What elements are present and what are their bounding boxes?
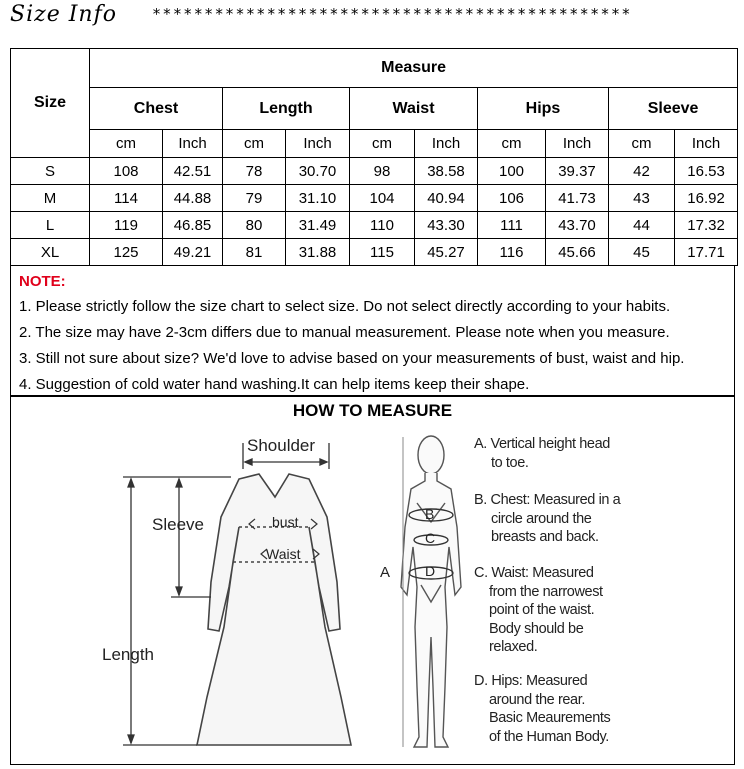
value-cell: 108 xyxy=(90,158,163,185)
value-cell: 17.71 xyxy=(675,239,738,266)
table-row xyxy=(11,212,738,239)
how-to-measure-title: HOW TO MEASURE xyxy=(292,401,453,420)
header xyxy=(10,0,740,34)
value-cell: 46.85 xyxy=(163,212,223,239)
value-cell: 45.27 xyxy=(415,239,478,266)
group-header: Length xyxy=(223,88,350,130)
value-cell: 49.21 xyxy=(163,239,223,266)
value-cell: 43.30 xyxy=(415,212,478,239)
unit-header: Inch xyxy=(415,130,478,158)
value-cell: 114 xyxy=(90,185,163,212)
note-line: 1. Please strictly follow the size chart to select size. Do not select directly according to your habits. xyxy=(19,298,671,315)
unit-header: cm xyxy=(90,130,163,158)
value-cell: 43.70 xyxy=(546,212,609,239)
value-cell: 16.53 xyxy=(675,158,738,185)
body-letter-b: B xyxy=(425,506,435,522)
unit-header: cm xyxy=(609,130,675,158)
table-row xyxy=(11,185,738,212)
value-cell: 119 xyxy=(90,212,163,239)
sleeve-label: Sleeve xyxy=(152,515,204,534)
unit-header: cm xyxy=(478,130,546,158)
measure-illustrations xyxy=(11,397,734,764)
value-cell: 31.10 xyxy=(286,185,350,212)
unit-header: Inch xyxy=(675,130,738,158)
value-cell: 41.73 xyxy=(546,185,609,212)
size-cell: L xyxy=(11,212,90,239)
value-cell: 125 xyxy=(90,239,163,266)
value-cell: 104 xyxy=(350,185,415,212)
unit-header: Inch xyxy=(286,130,350,158)
value-cell: 39.37 xyxy=(546,158,609,185)
bust-label: bust xyxy=(272,514,299,530)
header-stars: ********************************************** xyxy=(152,5,632,23)
value-cell: 38.58 xyxy=(415,158,478,185)
value-cell: 40.94 xyxy=(415,185,478,212)
value-cell: 111 xyxy=(478,212,546,239)
value-cell: 16.92 xyxy=(675,185,738,212)
table-row xyxy=(11,158,738,185)
value-cell: 98 xyxy=(350,158,415,185)
unit-header: cm xyxy=(350,130,415,158)
instruction-d: D. Hips: Measured around the rear. Basic Meaurements of the Human Body. xyxy=(474,673,611,745)
how-to-measure-section xyxy=(10,396,735,765)
instruction-a: A. Vertical height head to toe. xyxy=(474,436,610,471)
size-cell: S xyxy=(11,158,90,185)
value-cell: 80 xyxy=(223,212,286,239)
size-table xyxy=(10,48,738,266)
unit-header: cm xyxy=(223,130,286,158)
value-cell: 44.88 xyxy=(163,185,223,212)
note-line: 3. Still not sure about size? We'd love to advise based on your measurements of bust, waist and hip. xyxy=(19,350,685,367)
value-cell: 44 xyxy=(609,212,675,239)
shoulder-label: Shoulder xyxy=(247,436,316,455)
value-cell: 115 xyxy=(350,239,415,266)
unit-header: Inch xyxy=(163,130,223,158)
note-line: 2. The size may have 2-3cm differs due to manual measurement. Please note when you measure. xyxy=(19,324,670,341)
note-title: NOTE: xyxy=(19,273,66,290)
group-header: Chest xyxy=(90,88,223,130)
waist-label: Waist xyxy=(266,546,301,562)
instruction-c: C. Waist: Measured from the narrowest point of the waist. Body should be relaxed. xyxy=(474,565,603,655)
value-cell: 100 xyxy=(478,158,546,185)
note-line: 4. Suggestion of cold water hand washing.It can help items keep their shape. xyxy=(19,376,530,393)
value-cell: 30.70 xyxy=(286,158,350,185)
value-cell: 31.88 xyxy=(286,239,350,266)
value-cell: 45 xyxy=(609,239,675,266)
group-header: Hips xyxy=(478,88,609,130)
instruction-b: B. Chest: Measured in a circle around the breasts and back. xyxy=(474,492,621,545)
table-row xyxy=(11,239,738,266)
group-header: Sleeve xyxy=(609,88,738,130)
body-letter-d: D xyxy=(425,563,436,579)
size-header: Size xyxy=(11,49,90,158)
value-cell: 81 xyxy=(223,239,286,266)
value-cell: 42.51 xyxy=(163,158,223,185)
group-header: Waist xyxy=(350,88,478,130)
body-letter-c: C xyxy=(425,530,436,546)
body-illustration xyxy=(401,436,461,747)
measure-header: Measure xyxy=(90,49,738,88)
unit-header: Inch xyxy=(546,130,609,158)
value-cell: 43 xyxy=(609,185,675,212)
size-cell: M xyxy=(11,185,90,212)
length-label: Length xyxy=(102,645,154,664)
value-cell: 106 xyxy=(478,185,546,212)
notes-section xyxy=(10,266,735,396)
value-cell: 110 xyxy=(350,212,415,239)
size-cell: XL xyxy=(11,239,90,266)
body-letter-a: A xyxy=(380,564,391,581)
value-cell: 116 xyxy=(478,239,546,266)
value-cell: 31.49 xyxy=(286,212,350,239)
value-cell: 45.66 xyxy=(546,239,609,266)
value-cell: 79 xyxy=(223,185,286,212)
value-cell: 78 xyxy=(223,158,286,185)
value-cell: 17.32 xyxy=(675,212,738,239)
size-info-title: Size Info xyxy=(10,2,117,27)
value-cell: 42 xyxy=(609,158,675,185)
